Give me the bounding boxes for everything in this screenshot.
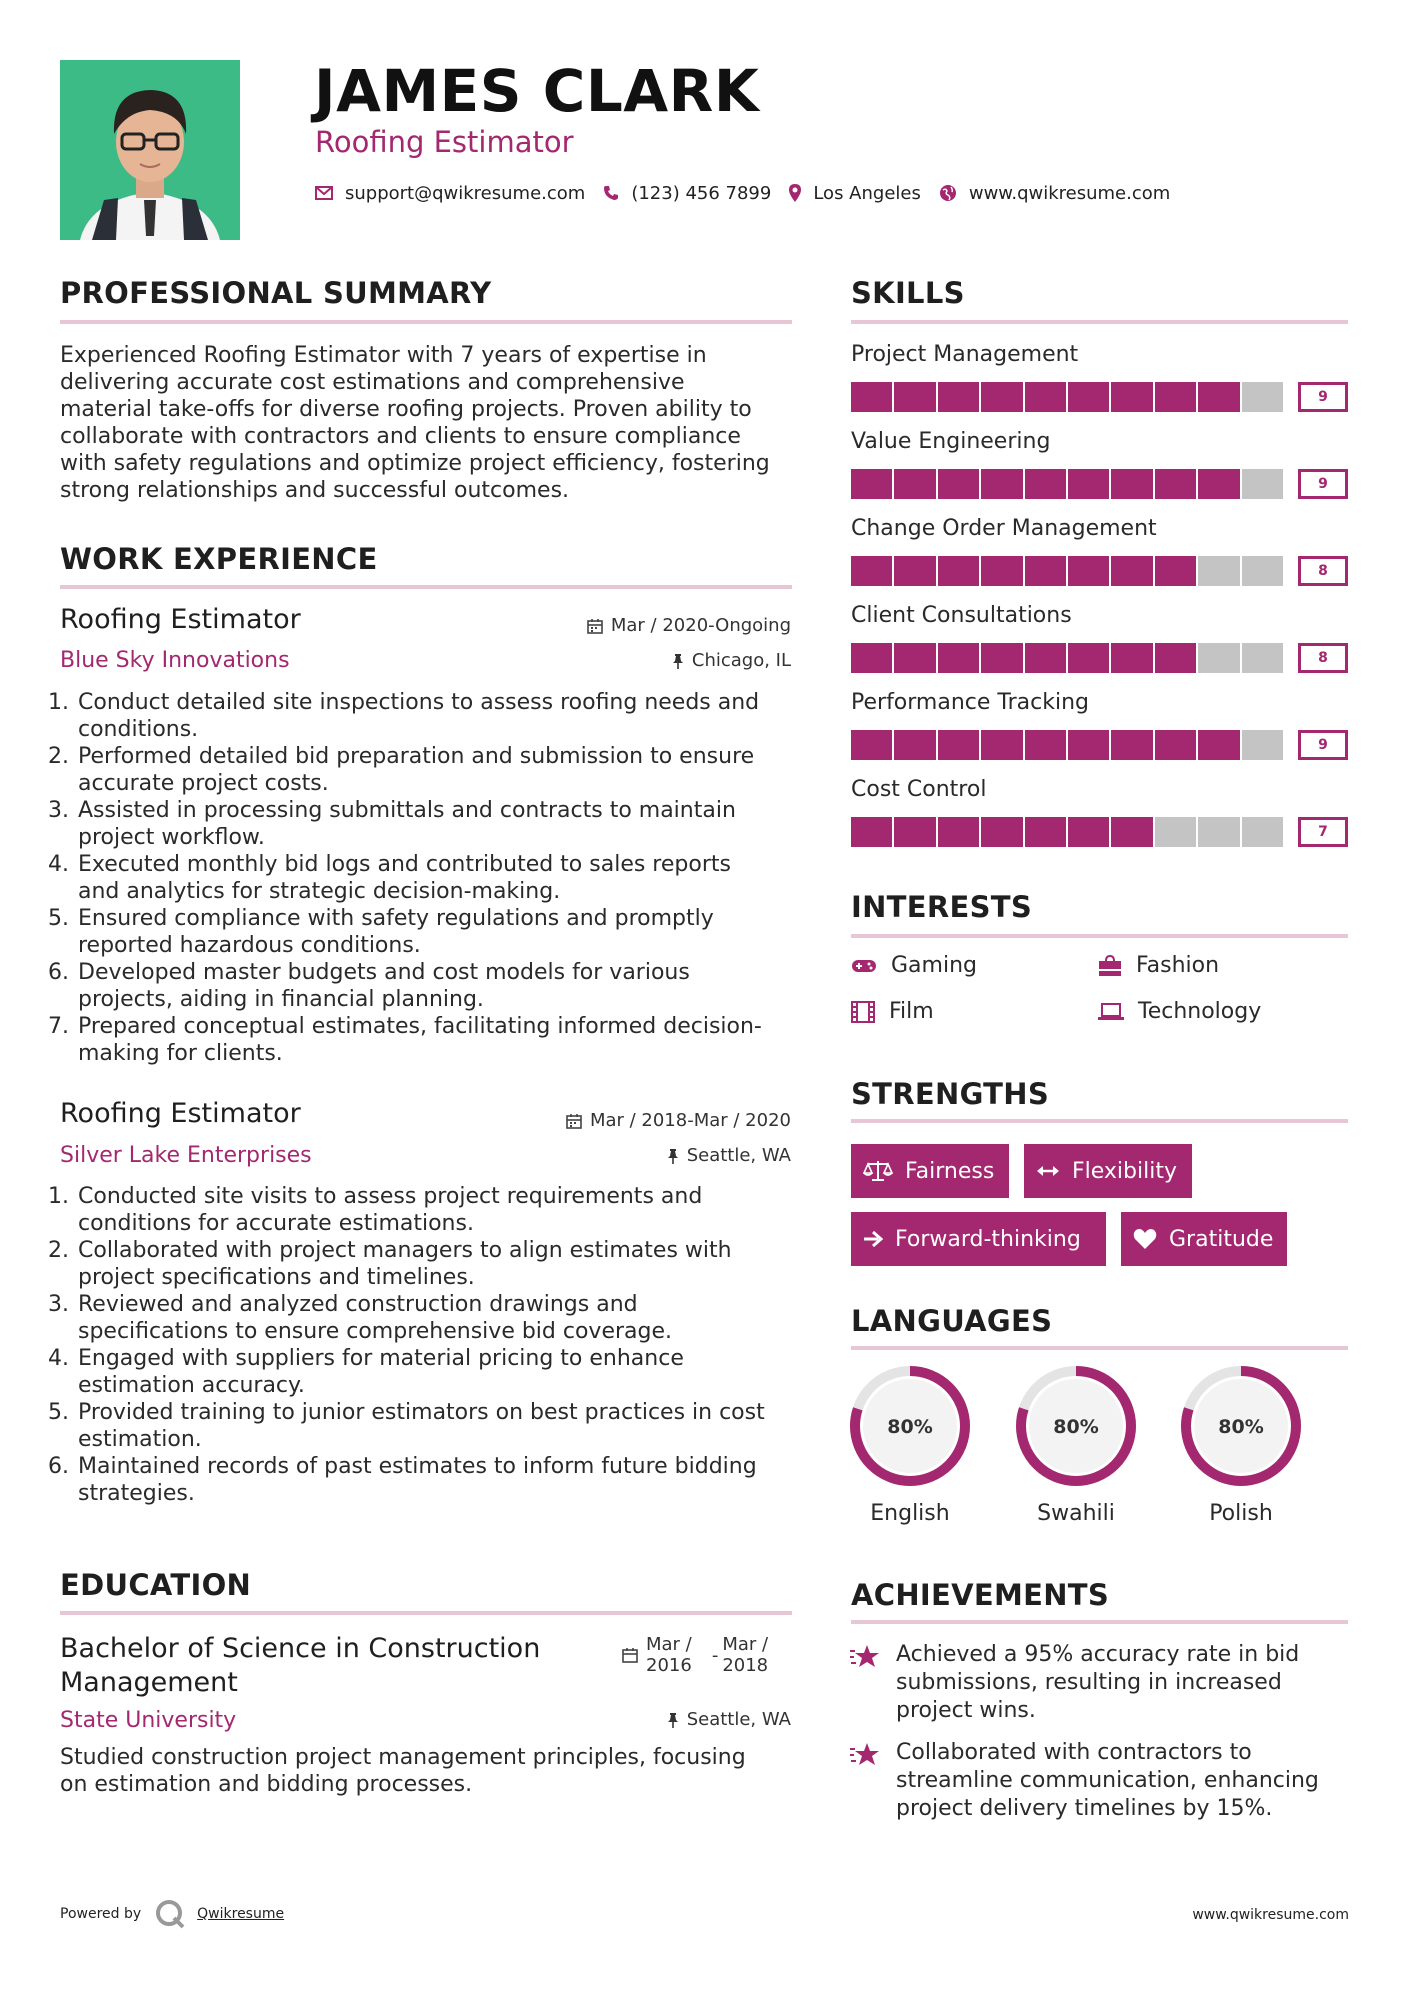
pushpin-icon [667, 1712, 679, 1728]
powered-by-text: Powered by [60, 1906, 142, 1922]
language-label: Polish [1209, 1501, 1273, 1526]
interest-label: Film [889, 999, 934, 1024]
strengths-heading: STRENGTHS [851, 1077, 1050, 1111]
skill-bar-segment [1068, 643, 1109, 673]
job-date-text: Mar / 2020-Ongoing [610, 615, 791, 636]
envelope-icon [315, 186, 333, 200]
summary-text [60, 342, 800, 504]
job-duties-list [48, 689, 814, 1067]
skill-score: 9 [1298, 469, 1348, 499]
skill-bar-segment [938, 817, 979, 847]
degree-title [60, 1632, 540, 1700]
company-name: Silver Lake Enterprises [60, 1143, 312, 1168]
candidate-title: Roofing Estimator [315, 125, 574, 159]
skill-label: Performance Tracking [851, 690, 1089, 715]
skill-score: 7 [1298, 817, 1348, 847]
job-location [531, 650, 791, 671]
job-duties-list [48, 1183, 814, 1507]
contact-website[interactable] [939, 183, 1170, 204]
skill-bar-segment [1111, 643, 1152, 673]
school-name: State University [60, 1708, 237, 1733]
experience-heading: WORK EXPERIENCE [60, 542, 378, 576]
interest-film [851, 999, 934, 1024]
skill-bar-segment [894, 556, 935, 586]
skill-bar-segment [1068, 730, 1109, 760]
skill-label: Client Consultations [851, 603, 1072, 628]
skill-bar-segment [1242, 817, 1283, 847]
interest-label: Technology [1138, 999, 1262, 1024]
skill-bar-segment [894, 643, 935, 673]
job-location-text: Seattle, WA [686, 1145, 791, 1166]
language-ring [1179, 1364, 1303, 1492]
skill-bar-segment [1198, 817, 1239, 847]
skill-bar-segment [1198, 556, 1239, 586]
language-label: English [870, 1501, 950, 1526]
skill-bar-segment [851, 556, 892, 586]
skill-label: Change Order Management [851, 516, 1157, 541]
end-date: Mar / 2018 [722, 1634, 769, 1676]
calendar-icon [587, 618, 603, 634]
pushpin-icon [672, 653, 684, 669]
skill-bar-segment [1068, 382, 1109, 412]
skill-bar-segment [1155, 817, 1196, 847]
job-location [531, 1145, 791, 1166]
education-date [622, 1634, 768, 1676]
map-marker-icon [789, 184, 801, 202]
skill-score: 8 [1298, 556, 1348, 586]
skill-score: 8 [1298, 643, 1348, 673]
skill-bar-segment [1068, 556, 1109, 586]
skill-bar-segment [851, 382, 892, 412]
brand-link[interactable]: Qwikresume [197, 1906, 285, 1922]
skill-label: Cost Control [851, 777, 987, 802]
contact-bar [315, 180, 1188, 206]
education-description: Studied construction project management principles, focusing on estimation and bidding processes. [60, 1745, 746, 1797]
achievements-divider [851, 1620, 1348, 1624]
skill-bar-segment [1155, 556, 1196, 586]
heart-icon [1133, 1228, 1157, 1250]
skill-bar-segment [1155, 730, 1196, 760]
strength-label: Forward-thinking [895, 1226, 1081, 1252]
profile-photo [60, 60, 240, 240]
skill-bar-segment [851, 730, 892, 760]
pushpin-icon [667, 1148, 679, 1164]
star-badge-icon [849, 1741, 881, 1773]
location-text: Los Angeles [813, 182, 921, 204]
job-title: Roofing Estimator [60, 1098, 301, 1129]
summary-line: Experienced Roofing Estimator with 7 years of expertise in [60, 343, 707, 368]
achievements-heading: ACHIEVEMENTS [851, 1578, 1110, 1612]
skill-bar-segment [1025, 382, 1066, 412]
languages-heading: LANGUAGES [851, 1304, 1053, 1338]
skill-bar-segment [1111, 556, 1152, 586]
skill-bar [851, 469, 1283, 499]
star-badge-icon [849, 1643, 881, 1675]
list-item: 2. Performed detailed bid preparation and submission to ensure accurate project costs. [48, 744, 755, 796]
skill-bar [851, 382, 1283, 412]
skill-bar-segment [1111, 469, 1152, 499]
degree-line: Management [60, 1667, 238, 1698]
skill-bar-segment [938, 643, 979, 673]
skill-bar-segment [1198, 643, 1239, 673]
interest-gaming [851, 953, 977, 978]
skill-bar-segment [981, 643, 1022, 673]
language-label: Swahili [1037, 1501, 1115, 1526]
education-location-text: Seattle, WA [686, 1709, 791, 1730]
strength-label: Fairness [905, 1158, 995, 1184]
calendar-icon [566, 1113, 582, 1129]
skill-bar-segment [1155, 382, 1196, 412]
footer-url[interactable]: www.qwikresume.com [1192, 1907, 1349, 1923]
experience-divider [60, 585, 792, 589]
skill-bar-segment [981, 469, 1022, 499]
achievement-item: Collaborated with contractors to streamline communication, enhancing project delivery timelines by 15%. [896, 1740, 1319, 1821]
summary-line: with safety regulations and optimize project efficiency, fostering [60, 451, 770, 476]
language-ring [1014, 1364, 1138, 1492]
skill-bar-segment [894, 817, 935, 847]
interest-label: Gaming [891, 953, 977, 978]
arrows-horizontal-icon [1036, 1164, 1060, 1178]
email-text: support@qwikresume.com [345, 182, 586, 204]
list-item: 4. Executed monthly bid logs and contributed to sales reports and analytics for strategic decision-making. [48, 852, 731, 904]
company-name: Blue Sky Innovations [60, 648, 290, 673]
skill-bar-segment [981, 382, 1022, 412]
skill-bar-segment [851, 817, 892, 847]
language-percent: 80% [887, 1416, 933, 1438]
gamepad-icon [851, 958, 877, 974]
contact-location [789, 183, 921, 204]
skill-bar-segment [938, 382, 979, 412]
list-item: 2. Collaborated with project managers to align estimates with project specifications and timelines. [48, 1238, 732, 1290]
strength-tag [1024, 1144, 1192, 1198]
skill-bar-segment [1111, 730, 1152, 760]
skill-bar [851, 730, 1283, 760]
skill-bar-segment [894, 469, 935, 499]
list-item: 5. Ensured compliance with safety regulations and promptly reported hazardous conditions. [48, 906, 714, 958]
skill-bar-segment [1025, 817, 1066, 847]
list-item: 3. Reviewed and analyzed construction drawings and specifications to ensure comprehensive bid coverage. [48, 1292, 673, 1344]
skill-bar-segment [938, 730, 979, 760]
skill-bar-segment [1111, 382, 1152, 412]
skill-bar-segment [1068, 817, 1109, 847]
list-item: 1. Conduct detailed site inspections to assess roofing needs and conditions. [48, 690, 760, 742]
skill-bar-segment [1198, 469, 1239, 499]
language-ring [848, 1364, 972, 1492]
language-percent: 80% [1218, 1416, 1264, 1438]
summary-heading: PROFESSIONAL SUMMARY [60, 276, 492, 310]
skill-score: 9 [1298, 730, 1348, 760]
skill-bar-segment [1155, 469, 1196, 499]
skill-bar [851, 643, 1283, 673]
globe-icon [939, 184, 957, 202]
skill-bar-segment [981, 556, 1022, 586]
skill-bar-segment [851, 469, 892, 499]
summary-line: strong relationships and successful outcomes. [60, 478, 570, 503]
strength-tag [1121, 1212, 1287, 1266]
candidate-name: JAMES CLARK [314, 57, 760, 125]
list-item: 7. Prepared conceptual estimates, facilitating informed decision- making for clients. [48, 1014, 762, 1066]
film-icon [851, 1001, 875, 1023]
contact-email[interactable] [315, 183, 585, 204]
skill-bar-segment [981, 817, 1022, 847]
interests-divider [851, 934, 1348, 938]
skill-bar-segment [851, 643, 892, 673]
strength-label: Gratitude [1169, 1226, 1274, 1252]
list-item: 3. Assisted in processing submittals and contracts to maintain project workflow. [48, 798, 736, 850]
job-location-text: Chicago, IL [691, 650, 791, 671]
interest-label: Fashion [1136, 953, 1220, 978]
skill-bar-segment [1068, 469, 1109, 499]
qwikresume-logo-icon [155, 1899, 185, 1929]
list-item: 6. Maintained records of past estimates to inform future bidding strategies. [48, 1454, 757, 1506]
skill-bar-segment [894, 382, 935, 412]
list-item: 6. Developed master budgets and cost models for various projects, aiding in financial planning. [48, 960, 690, 1012]
skill-bar-segment [1025, 556, 1066, 586]
language-percent: 80% [1053, 1416, 1099, 1438]
date-separator: - [711, 1644, 719, 1666]
skill-bar-segment [938, 556, 979, 586]
skill-bar-segment [894, 730, 935, 760]
list-item: 4. Engaged with suppliers for material pricing to enhance estimation accuracy. [48, 1346, 684, 1398]
website-text: www.qwikresume.com [968, 182, 1171, 204]
calendar-icon [622, 1647, 638, 1663]
footer-brand [60, 1899, 284, 1929]
skill-bar-segment [1242, 382, 1283, 412]
strength-tag [851, 1212, 1106, 1266]
skill-bar-segment [1242, 556, 1283, 586]
summary-line: delivering accurate cost estimations and comprehensive [60, 370, 685, 395]
skill-label: Value Engineering [851, 429, 1051, 454]
strengths-divider [851, 1119, 1348, 1123]
languages-divider [851, 1346, 1348, 1350]
summary-line: material take-offs for diverse roofing projects. Proven ability to [60, 397, 752, 422]
shopping-bag-icon [1098, 955, 1122, 977]
education-location [531, 1709, 791, 1730]
skill-bar-segment [1155, 643, 1196, 673]
arrow-right-icon [863, 1230, 883, 1248]
skill-bar-segment [1198, 730, 1239, 760]
skill-score: 9 [1298, 382, 1348, 412]
skill-bar-segment [1242, 643, 1283, 673]
interests-heading: INTERESTS [851, 890, 1033, 924]
interest-fashion [1098, 953, 1219, 978]
job-date-text: Mar / 2018-Mar / 2020 [589, 1110, 791, 1131]
list-item: 1. Conducted site visits to assess project requirements and conditions for accurate estimations. [48, 1184, 703, 1236]
skill-bar-segment [1025, 730, 1066, 760]
skills-heading: SKILLS [851, 276, 965, 310]
skill-bar-segment [981, 730, 1022, 760]
job-date [511, 1110, 791, 1131]
summary-divider [60, 320, 792, 324]
phone-icon [603, 185, 619, 201]
skill-bar-segment [1198, 382, 1239, 412]
skill-bar-segment [1242, 469, 1283, 499]
job-date [531, 615, 791, 636]
phone-text: (123) 456 7899 [631, 182, 772, 204]
skills-divider [851, 320, 1348, 324]
skill-bar-segment [938, 469, 979, 499]
job-title: Roofing Estimator [60, 604, 301, 635]
education-divider [60, 1611, 792, 1615]
skill-bar [851, 817, 1283, 847]
strength-label: Flexibility [1072, 1158, 1177, 1184]
skill-bar-segment [1025, 469, 1066, 499]
skill-label: Project Management [851, 342, 1079, 367]
contact-phone[interactable] [603, 183, 771, 204]
list-item: 5. Provided training to junior estimators on best practices in cost estimation. [48, 1400, 765, 1452]
laptop-icon [1098, 1003, 1124, 1021]
balance-scale-icon [863, 1160, 893, 1182]
skill-bar-segment [1242, 730, 1283, 760]
strength-tag [851, 1144, 1009, 1198]
interest-technology [1098, 999, 1261, 1024]
degree-line: Bachelor of Science in Construction [60, 1633, 541, 1664]
start-date: Mar / 2016 [646, 1634, 692, 1676]
skill-bar [851, 556, 1283, 586]
achievement-item: Achieved a 95% accuracy rate in bid submissions, resulting in increased project wins. [896, 1642, 1300, 1723]
education-heading: EDUCATION [60, 1568, 252, 1602]
skill-bar-segment [1111, 817, 1152, 847]
skill-bar-segment [1025, 643, 1066, 673]
summary-line: collaborate with contractors and clients to ensure compliance [60, 424, 741, 449]
